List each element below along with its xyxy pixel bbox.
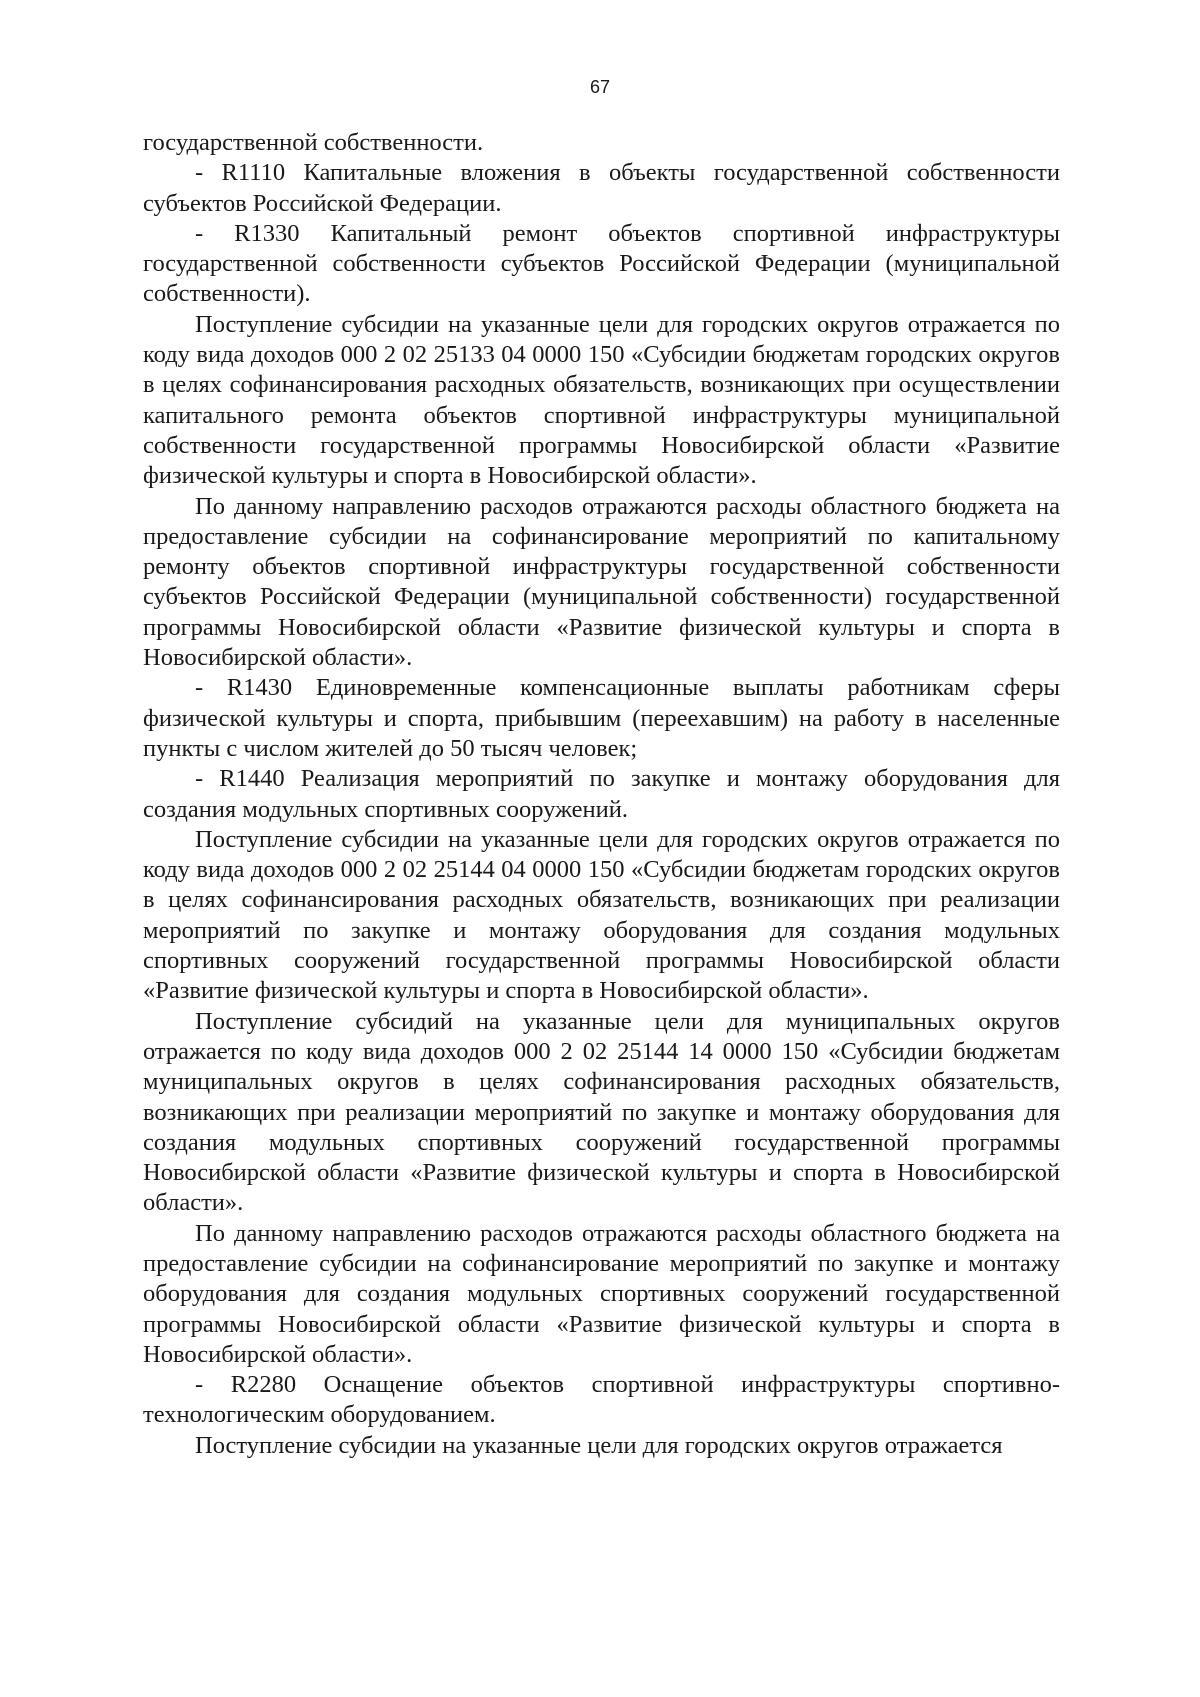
paragraph-r1440-income-urban: Поступление субсидии на указанные цели для городских округов отражается по коду вида доходов 000 2 02 25144 04 0000 150 «Субсидии бюджетам городских округов в целях софинансирования расходных обязательств, возникающих при реализации мероприятий по закупке и монтажу оборудования для создания модульных спортивных сооружений государственной программы Новосибирской области «Развитие физической культуры и спорта в Новосибирской области». (143, 825, 1060, 1005)
paragraph-r1440-expenses: По данному направлению расходов отражаются расходы областного бюджета на предоставление субсидии на софинансирование мероприятий по закупке и монтажу оборудования для создания модульных спортивных сооружений государственной программы Новосибирской области «Развитие физической культуры и спорта в Новосибирской области». (143, 1219, 1060, 1368)
paragraph-r1330-expenses: По данному направлению расходов отражаются расходы областного бюджета на предоставление субсидии на софинансирование мероприятий по капитальному ремонту объектов спортивной инфраструктуры государственной собственности субъектов Российской Федерации (муниципальной собственности) государственной программы Новосибирской области «Развитие физической культуры и спорта в Новосибирской области». (143, 492, 1060, 672)
paragraph-r2280: - R2280 Оснащение объектов спортивной инфраструктуры спортивно-технологическим оборудованием. (143, 1371, 1060, 1429)
paragraph-r1440: - R1440 Реализация мероприятий по закупке и монтажу оборудования для создания модульных спортивных сооружений. (143, 765, 1060, 823)
paragraph-r1110: - R1110 Капитальные вложения в объекты государственной собственности субъектов Российской Федерации. (143, 159, 1060, 217)
paragraph-continuation: государственной собственности. (143, 129, 484, 156)
document-body (143, 128, 1060, 1461)
paragraph-r1430: - R1430 Единовременные компенсационные выплаты работникам сферы физической культуры и спорта, прибывшим (переехавшим) на работу в населенные пункты с числом жителей до 50 тысяч человек; (143, 674, 1060, 762)
paragraph-r1330: - R1330 Капитальный ремонт объектов спортивной инфраструктуры государственной собственности субъектов Российской Федерации (муниципальной собственности). (143, 219, 1060, 308)
paragraph-r1330-income-urban: Поступление субсидии на указанные цели для городских округов отражается по коду вида доходов 000 2 02 25133 04 0000 150 «Субсидии бюджетам городских округов в целях софинансирования расходных обязательств, возникающих при осуществлении капитального ремонта объектов спортивной инфраструктуры муниципальной собственности государственной программы Новосибирской области «Развитие физической культуры и спорта в Новосибирской области». (143, 310, 1060, 490)
paragraph-r2280-income-urban: Поступление субсидии на указанные цели для городских округов отражается (195, 1431, 1003, 1459)
paragraph-r1440-income-municipal: Поступление субсидий на указанные цели для муниципальных округов отражается по коду вида доходов 000 2 02 25144 14 0000 150 «Субсидии бюджетам муниципальных округов в целях софинансирования расходных обязательств, возникающих при реализации мероприятий по закупке и монтажу оборудования для создания модульных спортивных сооружений государственной программы Новосибирской области «Развитие физической культуры и спорта в Новосибирской области». (143, 1007, 1060, 1217)
page-number: 67 (589, 77, 611, 97)
